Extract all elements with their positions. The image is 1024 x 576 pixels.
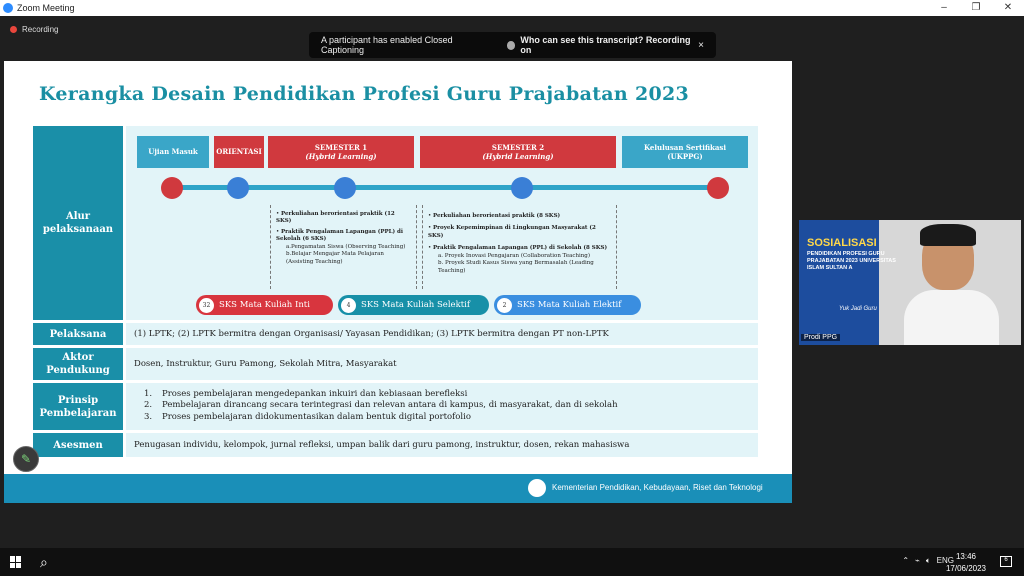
row-label-prinsip: Prinsip Pembelajaran	[33, 383, 123, 430]
sem1-note-b2: b.Belajar Mengajar Mata Pelajaran (Assisting Teaching)	[286, 251, 384, 265]
sks-count-selektif: 4	[341, 298, 356, 313]
row-label-aktor: Aktor Pendukung	[33, 348, 123, 380]
aktor-text: Dosen, Instruktur, Guru Pamong, Sekolah Mitra, Masyarakat	[126, 348, 758, 380]
prinsip-number: 2.	[144, 400, 153, 411]
speaker-shirt	[904, 290, 999, 345]
caption-message: A participant has enabled Closed Captioning	[321, 35, 453, 55]
people-icon	[507, 41, 516, 50]
video-banner-tagline: Yuk Jadi Guru	[839, 306, 877, 312]
divider-sem2-right	[616, 205, 617, 289]
volume-icon[interactable]: 🔈︎	[925, 556, 931, 565]
zoom-app-icon	[3, 3, 13, 13]
minimize-button[interactable]: –	[941, 2, 947, 13]
sem2-note-c2: b. Proyek Studi Kasus Siswa yang Bermasalah (Leading Teaching)	[438, 260, 594, 274]
stage-orientasi	[214, 136, 264, 168]
timeline-dot-start	[161, 177, 183, 199]
caption-notification	[309, 32, 716, 58]
sem2-note-a: • Perkuliahan berorientasi praktik (8 SKS)	[428, 213, 561, 219]
timeline-dot-orientasi	[227, 177, 249, 199]
clock-date: 17/06/2023	[945, 563, 986, 573]
sem1-note-a-text: Perkuliahan berorientasi praktik (12 SKS)	[276, 211, 395, 225]
sks-label-selektif: SKS Mata Kuliah Selektif	[361, 300, 471, 310]
meeting-top-bar	[0, 16, 1024, 59]
video-banner-title: SOSIALISASI	[807, 237, 877, 249]
sem2-note-a-text: Perkuliahan berorientasi praktik (8 SKS)	[433, 213, 561, 219]
sks-count-elektif: 2	[497, 298, 512, 313]
prinsip-item	[134, 389, 618, 400]
sem2-note-b: • Proyek Kepemimpinan di Lingkungan Masyarakat (2 SKS)	[428, 225, 596, 239]
timeline-dot-end	[707, 177, 729, 199]
windows-start-icon[interactable]	[10, 556, 22, 568]
network-icon[interactable]: ⌁	[915, 556, 920, 565]
stage-semester-1-label: SEMESTER 1	[314, 142, 368, 152]
asesmen-text: Penugasan individu, kelompok, jurnal refleksi, umpan balik dari guru pamong, instruktur, dosen, rekan mahasiswa	[126, 433, 758, 457]
windows-taskbar	[0, 548, 1024, 576]
shared-screen-slide	[4, 61, 792, 503]
video-banner-subtitle: PENDIDIKAN PROFESI GURU PRAJABATAN 2023 UNIVERSITAS ISLAM SULTAN A	[807, 251, 896, 272]
sks-label-elektif: SKS Mata Kuliah Elektif	[517, 300, 622, 310]
recording-label: Recording	[22, 25, 59, 34]
sem1-note-b-text: Praktik Pengalaman Lapangan (PPL) di Sekolah (6 SKS)	[276, 228, 403, 243]
language-indicator[interactable]: ENG	[936, 556, 954, 565]
sem2-note-c: • Praktik Pengalaman Lapangan (PPL) di Sekolah (8 SKS)	[428, 245, 608, 252]
speaker-figure	[904, 228, 999, 345]
stage-orientasi-label: ORIENTASI	[216, 147, 262, 157]
timeline-dot-semester-1	[334, 177, 356, 199]
divider-sem2-left	[422, 205, 423, 289]
taskbar-clock[interactable]	[946, 551, 986, 574]
transcript-visibility-label: Who can see this transcript? Recording on	[520, 35, 691, 55]
stage-kelulusan-sub: (UKPPG)	[667, 152, 703, 161]
transcript-visibility-link[interactable]	[507, 35, 698, 55]
stage-ujian-masuk	[137, 136, 209, 168]
semester-2-notes	[428, 213, 608, 275]
prinsip-number: 1.	[144, 389, 153, 399]
sem1-note-b1: a.Pengamatan Siswa (Observing Teaching)	[286, 243, 406, 250]
sks-label-inti: SKS Mata Kuliah Inti	[219, 300, 310, 310]
window-title: Zoom Meeting	[17, 3, 75, 13]
annotate-pencil-icon[interactable]: ✎	[13, 446, 39, 472]
window-titlebar	[0, 0, 1024, 16]
sem2-note-c1: a. Proyek Inovasi Pengajaran (Collaboration Teaching)	[438, 252, 590, 259]
stage-semester-2	[420, 136, 616, 168]
row-label-pelaksana: Pelaksana	[33, 323, 123, 345]
sem1-note-a: • Perkuliahan berorientasi praktik (12 SKS)	[276, 211, 395, 225]
prinsip-list	[134, 389, 618, 423]
prinsip-number: 3.	[144, 411, 153, 422]
participant-video-tile[interactable]	[799, 220, 1021, 345]
close-window-button[interactable]: ✕	[1003, 2, 1013, 13]
kemendikbud-logo-icon	[528, 479, 546, 497]
prinsip-text: Proses pembelajaran mengedepankan inkuiri dan kebiasaan berefleksi	[162, 389, 468, 399]
restore-button[interactable]: ❐	[971, 2, 981, 13]
stage-semester-1-sub: (Hybrid Learning)	[305, 152, 377, 161]
close-icon[interactable]: ×	[698, 39, 704, 51]
divider-sem1-left	[270, 205, 271, 289]
prinsip-text: Proses pembelajaran didokumentasikan dalam bentuk digital portofolio	[162, 411, 471, 422]
record-dot-icon	[10, 26, 17, 33]
prinsip-item	[134, 412, 618, 423]
prinsip-item	[134, 400, 618, 411]
recording-indicator[interactable]	[10, 25, 58, 34]
speaker-hair	[920, 224, 976, 246]
row-label-alur: Alur pelaksanaan	[33, 126, 123, 320]
sem2-note-b-text: Proyek Kepemimpinan di Lingkungan Masyarakat (2 SKS)	[428, 225, 596, 239]
sks-count-inti: 32	[199, 298, 214, 313]
notification-icon[interactable]: 6	[1000, 556, 1012, 567]
timeline-dot-semester-2	[511, 177, 533, 199]
clock-time: 13:46	[955, 552, 976, 561]
sks-pill-inti	[196, 295, 333, 315]
participant-name-tag: Prodi PPG	[801, 334, 840, 341]
prinsip-text: Pembelajaran dirancang secara terintegrasi dan relevan antara di kampus, di masyarakat, dan di sekolah	[162, 400, 618, 411]
stage-semester-2-label: SEMESTER 2	[491, 142, 545, 152]
divider-sem1-right	[416, 205, 417, 289]
stage-semester-1	[268, 136, 414, 168]
stage-semester-2-sub: (Hybrid Learning)	[482, 152, 554, 161]
row-label-asesmen: Asesmen	[33, 433, 123, 457]
slide-title: Kerangka Desain Pendidikan Profesi Guru Prajabatan 2023	[39, 83, 690, 105]
semester-1-notes	[276, 211, 411, 266]
search-icon[interactable]: ⌕	[40, 554, 48, 570]
slide-footer	[4, 474, 792, 503]
chevron-up-icon[interactable]: ⌃	[902, 556, 910, 565]
pelaksana-text: (1) LPTK; (2) LPTK bermitra dengan Organisasi/ Yayasan Pendidikan; (3) LPTK bermitra dengan PT non-LPTK	[126, 323, 758, 345]
sem1-note-b: • Praktik Pengalaman Lapangan (PPL) di Sekolah (6 SKS)	[276, 228, 403, 243]
sem2-note-c-text: Praktik Pengalaman Lapangan (PPL) di Sekolah (8 SKS)	[433, 245, 608, 252]
footer-ministry-text: Kementerian Pendidikan, Kebudayaan, Riset dan Teknologi	[552, 483, 763, 492]
timeline-line	[174, 185, 719, 190]
sks-pill-selektif	[338, 295, 489, 315]
sks-pill-elektif	[494, 295, 641, 315]
stage-kelulusan	[622, 136, 748, 168]
stage-ujian-label: Ujian Masuk	[148, 147, 198, 157]
window-controls	[928, 0, 1024, 16]
stage-kelulusan-label: Kelulusan Sertifikasi	[643, 142, 727, 152]
